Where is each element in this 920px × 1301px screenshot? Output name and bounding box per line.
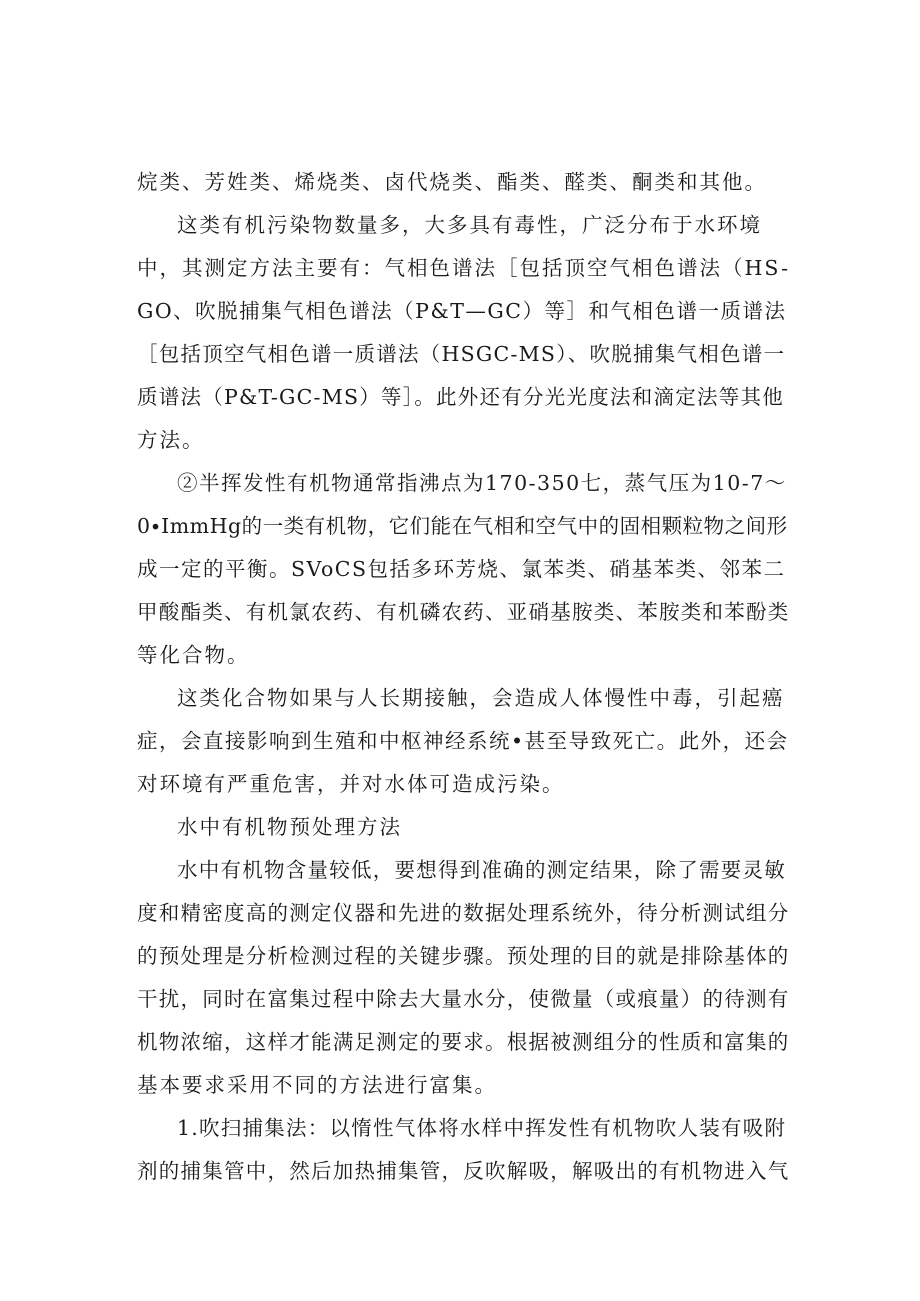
- text-line: 中，其测定方法主要有：气相色谱法［包括顶空气相色谱法（HS-: [137, 256, 791, 280]
- text-line: 干扰，同时在富集过程中除去大量水分，使微量（或痕量）的待测有: [137, 987, 790, 1011]
- text-line: 的预处理是分析检测过程的关键步骤。预处理的目的就是排除基体的: [137, 944, 790, 968]
- text-line: ［包括顶空气相色谱一质谱法（HSGC-MS）、吹脱捕集气相色谱一: [137, 342, 786, 366]
- text-line: 剂的捕集管中，然后加热捕集管，反吹解吸，解吸出的有机物进入气: [137, 1159, 790, 1183]
- text-line: 甲酸酯类、有机氯农药、有机磷农药、亚硝基胺类、苯胺类和苯酚类: [137, 600, 790, 624]
- text-line: 这类有机污染物数量多，大多具有毒性，广泛分布于水环境: [177, 213, 762, 237]
- text-line: 成一定的平衡。SVoCS包括多环芳烧、氯苯类、硝基苯类、邻苯二: [137, 557, 786, 581]
- text-line: ②半挥发性有机物通常指沸点为170-350七，蒸气压为10-7～: [177, 471, 787, 495]
- text-line: 方法。: [137, 428, 205, 452]
- text-line: 度和精密度高的测定仪器和先进的数据处理系统外，待分析测试组分: [137, 901, 790, 925]
- text-line: 等化合物。: [137, 643, 250, 667]
- text-line: GO、吹脱捕集气相色谱法（P&T—GC）等］和气相色谱一质谱法: [137, 299, 787, 323]
- text-line: 这类化合物如果与人长期接触，会造成人体慢性中毒，引起癌: [177, 686, 785, 710]
- text-line: 症，会直接影响到生殖和中枢神经系统•甚至导致死亡。此外，还会: [137, 729, 789, 753]
- text-line: 基本要求采用不同的方法进行富集。: [137, 1073, 497, 1097]
- text-line: 0∙ImmHg的一类有机物，它们能在气相和空气中的固相颗粒物之间形: [137, 514, 788, 538]
- heading-text: 水中有机物预处理方法: [177, 815, 402, 839]
- text-line: 机物浓缩，这样才能满足测定的要求。根据被测组分的性质和富集的: [137, 1030, 790, 1054]
- text-line: 水中有机物含量较低，要想得到准确的测定结果，除了需要灵敏: [177, 858, 786, 882]
- text-line: 对环境有严重危害，并对水体可造成污染。: [137, 772, 565, 796]
- text-line: 1.吹扫捕集法：以惰性气体将水样中挥发性有机物吹人装有吸附: [177, 1116, 787, 1140]
- text-line: 烷类、芳姓类、烯烧类、卤代烧类、酯类、醛类、酮类和其他。: [137, 170, 767, 194]
- text-line: 质谱法（P&T-GC-MS）等］。此外还有分光光度法和滴定法等其他: [137, 385, 785, 409]
